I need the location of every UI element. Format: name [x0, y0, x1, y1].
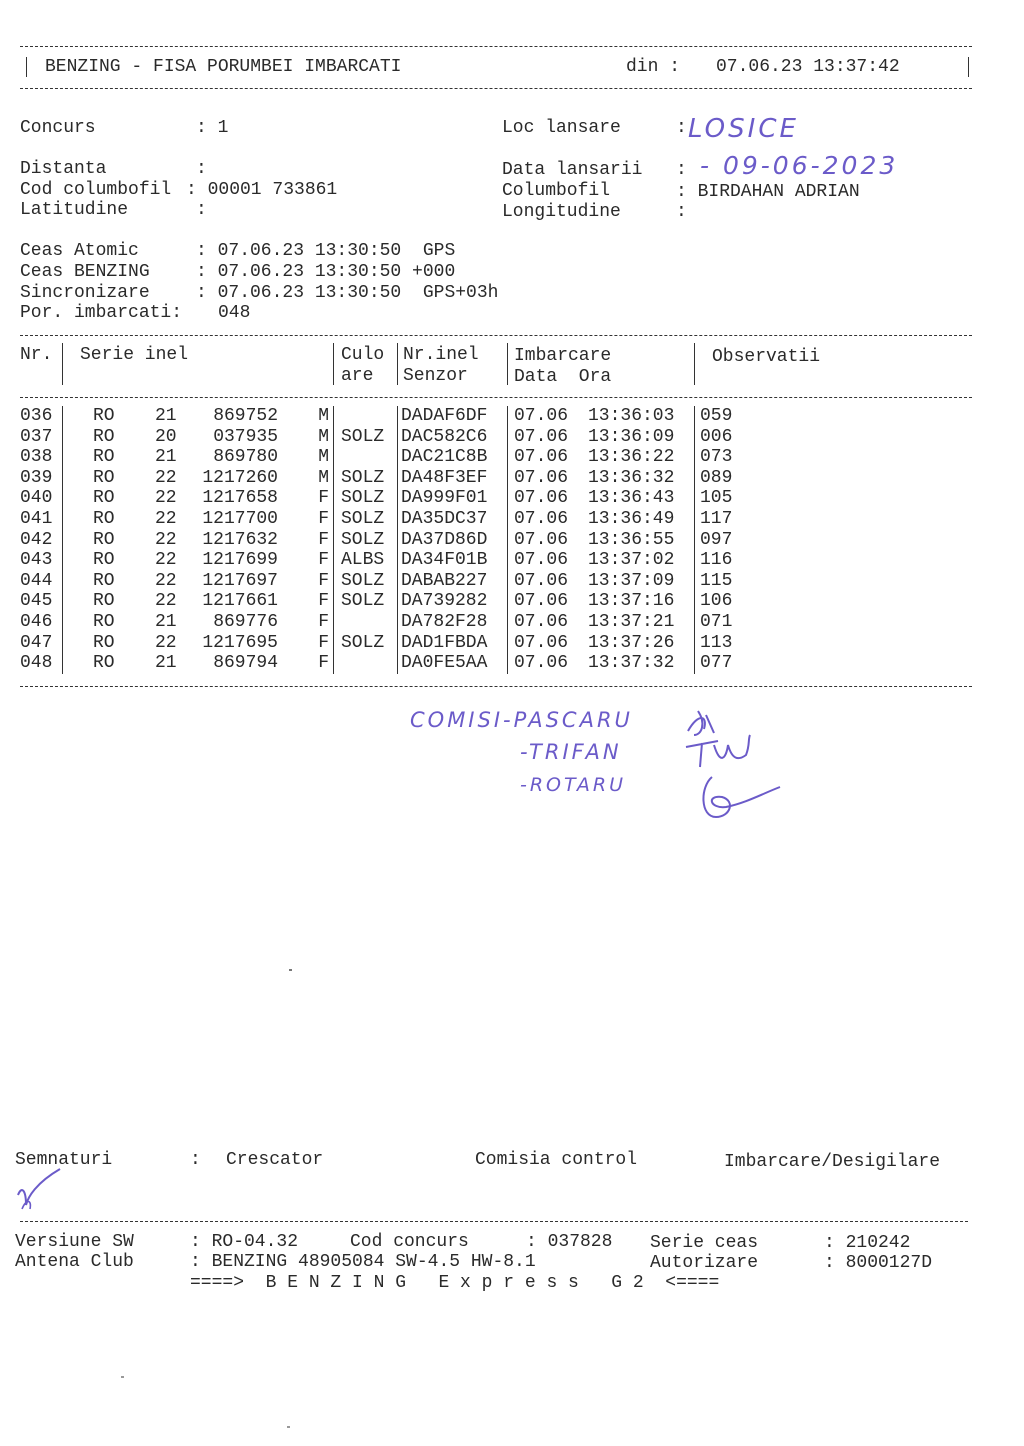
din-label: din :: [626, 57, 681, 77]
cell-nr: 041: [20, 509, 53, 529]
latitudine-value: :: [196, 200, 207, 220]
cell-an: 22: [155, 550, 177, 571]
cell-ora: 13:36:22: [588, 447, 675, 468]
commission-line-1: COMISI-PASCARU: [410, 708, 633, 732]
cell-sex: F: [318, 570, 329, 591]
cell-inel: 1217260: [202, 467, 278, 488]
table-row: [0, 550, 1024, 571]
data-lansarii-label: Data lansarii: [502, 160, 643, 180]
cell-sex: F: [318, 488, 329, 509]
scan-speck: [121, 1376, 124, 1378]
document-title: BENZING - FISA PORUMBEI IMBARCATI: [45, 57, 402, 77]
signature-imbarcare: Imbarcare/Desigilare: [724, 1152, 941, 1172]
header-imbarcare-1: Imbarcare: [514, 346, 612, 366]
cell-data: 07.06: [514, 591, 569, 612]
cell-sex: F: [318, 591, 329, 612]
cell-sex: F: [318, 509, 329, 529]
cell-ora: 13:37:26: [588, 632, 675, 653]
cell-ora: 13:36:09: [588, 426, 675, 447]
cell-senzor: DAD1FBDA: [401, 632, 488, 653]
cell-an: 22: [155, 591, 177, 612]
cell-tara: RO: [93, 612, 115, 632]
cell-obs: 116: [700, 550, 733, 571]
cell-an: 20: [155, 426, 177, 447]
header-nr-inel-1: Nr.inel: [403, 345, 479, 365]
semnaturi-colon: :: [190, 1150, 201, 1170]
header-observatii: Observatii: [712, 347, 821, 367]
cell-obs: 073: [700, 447, 733, 468]
cell-an: 22: [155, 570, 177, 591]
cell-nr: 039: [20, 467, 53, 488]
col-divider-serie: [333, 343, 334, 385]
serie-ceas-value: : 210242: [824, 1233, 911, 1253]
cell-data: 07.06: [514, 447, 569, 468]
cell-nr: 038: [20, 447, 53, 468]
header-bottom-rule: [20, 88, 972, 89]
cell-nr: 036: [20, 406, 53, 426]
table-row: [0, 653, 1024, 674]
cell-tara: RO: [93, 406, 115, 426]
cell-inel: 1217697: [202, 570, 278, 591]
por-imbarcati-value: 048: [218, 303, 251, 323]
table-row: [0, 591, 1024, 612]
col-divider-culoare: [397, 343, 398, 385]
cell-inel: 037935: [213, 426, 278, 447]
commission-line-3: -ROTARU: [520, 774, 626, 796]
distanta-label: Distanta: [20, 159, 107, 179]
semnaturi-label: Semnaturi: [15, 1150, 113, 1170]
cell-culoare: ALBS: [341, 550, 385, 571]
cell-obs: 105: [700, 488, 733, 509]
cell-ora: 13:37:16: [588, 591, 675, 612]
autorizare-label: Autorizare: [650, 1253, 759, 1273]
cell-an: 22: [155, 488, 177, 509]
footer-top-rule: [20, 1221, 968, 1222]
table-row: [0, 488, 1024, 509]
loc-lansare-colon: :: [676, 118, 687, 138]
cell-culoare: SOLZ: [341, 426, 385, 447]
cod-concurs-value: : 037828: [526, 1232, 613, 1252]
cell-senzor: DA0FE5AA: [401, 653, 488, 674]
header-imbarcare-2: Data Ora: [514, 367, 612, 387]
ceas-atomic-value: : 07.06.23 13:30:50 GPS: [196, 241, 456, 261]
cod-columbofil-label: Cod columbofil: [20, 180, 172, 200]
versiune-label: Versiune SW: [15, 1232, 134, 1252]
cell-an: 21: [155, 406, 177, 426]
cell-data: 07.06: [514, 467, 569, 488]
cell-sex: F: [318, 632, 329, 653]
header-serie-inel: Serie inel: [80, 345, 189, 365]
cell-ora: 13:37:09: [588, 570, 675, 591]
cell-an: 21: [155, 612, 177, 632]
cell-nr: 044: [20, 570, 53, 591]
cell-culoare: SOLZ: [341, 467, 385, 488]
cell-inel: 869776: [213, 612, 278, 632]
table-row: [0, 633, 1024, 654]
header-left-bar: [26, 57, 27, 77]
columbofil-label: Columbofil: [502, 181, 611, 201]
cell-senzor: DABAB227: [401, 570, 488, 591]
crescator-signature-image: [14, 1165, 74, 1215]
cell-inel: 1217700: [202, 509, 278, 529]
cell-ora: 13:37:21: [588, 612, 675, 632]
cell-sex: F: [318, 550, 329, 571]
cell-obs: 071: [700, 612, 733, 632]
cell-inel: 869780: [213, 447, 278, 468]
versiune-value: : RO-04.32: [190, 1232, 299, 1252]
cell-nr: 048: [20, 653, 53, 674]
data-lansarii-colon: :: [676, 160, 687, 180]
cell-tara: RO: [93, 570, 115, 591]
cell-data: 07.06: [514, 406, 569, 426]
cod-concurs-label: Cod concurs: [350, 1232, 469, 1252]
table-bottom-rule: [20, 686, 972, 687]
cell-obs: 059: [700, 406, 733, 426]
cell-obs: 097: [700, 529, 733, 550]
serie-ceas-label: Serie ceas: [650, 1233, 759, 1253]
antena-value: : BENZING 48905084 SW-4.5 HW-8.1: [190, 1252, 536, 1272]
cell-inel: 1217632: [202, 529, 278, 550]
commission-line-2: -TRIFAN: [520, 740, 622, 764]
cell-data: 07.06: [514, 426, 569, 447]
header-culoare-1: Culo: [341, 345, 385, 365]
table-body: [0, 406, 1024, 676]
cell-data: 07.06: [514, 509, 569, 529]
cell-senzor: DAC21C8B: [401, 447, 488, 468]
cell-culoare: SOLZ: [341, 570, 385, 591]
col-divider-senzor: [507, 343, 508, 385]
col-divider-nr: [62, 343, 63, 385]
cell-an: 22: [155, 529, 177, 550]
body-divider-nr: [62, 406, 63, 674]
cell-culoare: SOLZ: [341, 529, 385, 550]
cell-inel: 869794: [213, 653, 278, 674]
table-row: [0, 468, 1024, 489]
signature-crescator: Crescator: [226, 1150, 324, 1170]
col-divider-imbarcare: [694, 343, 695, 385]
cell-ora: 13:36:49: [588, 509, 675, 529]
cell-sex: M: [318, 406, 329, 426]
cell-nr: 047: [20, 632, 53, 653]
latitudine-label: Latitudine: [20, 200, 129, 220]
cell-sex: F: [318, 653, 329, 674]
ceas-benzing-value: : 07.06.23 13:30:50 +000: [196, 262, 456, 282]
cell-data: 07.06: [514, 550, 569, 571]
ceas-benzing-label: Ceas BENZING: [20, 262, 150, 282]
concurs-value: : 1: [196, 118, 229, 138]
cell-ora: 13:36:55: [588, 529, 675, 550]
cell-inel: 1217695: [202, 632, 278, 653]
cell-an: 22: [155, 509, 177, 529]
cell-tara: RO: [93, 529, 115, 550]
header-nr-inel-2: Senzor: [403, 366, 468, 386]
cell-obs: 006: [700, 426, 733, 447]
cell-culoare: SOLZ: [341, 632, 385, 653]
cell-senzor: DA782F28: [401, 612, 488, 632]
cell-inel: 1217658: [202, 488, 278, 509]
cell-senzor: DA35DC37: [401, 509, 488, 529]
header-culoare-2: are: [341, 366, 374, 386]
table-top-rule: [20, 335, 972, 336]
cell-ora: 13:37:02: [588, 550, 675, 571]
table-row: [0, 509, 1024, 530]
cell-tara: RO: [93, 488, 115, 509]
cell-obs: 113: [700, 632, 733, 653]
cell-data: 07.06: [514, 632, 569, 653]
cell-tara: RO: [93, 550, 115, 571]
cell-nr: 045: [20, 591, 53, 612]
cell-data: 07.06: [514, 653, 569, 674]
columbofil-value: : BIRDAHAN ADRIAN: [676, 182, 860, 202]
cell-obs: 106: [700, 591, 733, 612]
concurs-label: Concurs: [20, 118, 96, 138]
header-right-bar: [968, 57, 969, 77]
table-row: [0, 571, 1024, 592]
cell-an: 22: [155, 632, 177, 653]
cell-nr: 037: [20, 426, 53, 447]
body-divider-imbarcare: [694, 406, 695, 674]
cell-nr: 040: [20, 488, 53, 509]
cell-inel: 1217699: [202, 550, 278, 571]
cell-an: 22: [155, 467, 177, 488]
table-row: [0, 447, 1024, 468]
cell-obs: 089: [700, 467, 733, 488]
cell-obs: 117: [700, 509, 733, 529]
scan-speck: [289, 969, 292, 971]
cell-ora: 13:36:03: [588, 406, 675, 426]
cell-senzor: DA999F01: [401, 488, 488, 509]
table-row: [0, 612, 1024, 633]
cell-obs: 115: [700, 570, 733, 591]
header-nr: Nr.: [20, 345, 53, 365]
cell-senzor: DAC582C6: [401, 426, 488, 447]
cell-senzor: DADAF6DF: [401, 406, 488, 426]
cell-senzor: DA48F3EF: [401, 467, 488, 488]
sincronizare-label: Sincronizare: [20, 283, 150, 303]
longitudine-value: :: [676, 202, 687, 222]
cell-an: 21: [155, 447, 177, 468]
table-row: [0, 427, 1024, 448]
cell-data: 07.06: [514, 570, 569, 591]
body-divider-serie: [333, 406, 334, 674]
cell-sex: M: [318, 426, 329, 447]
din-value: 07.06.23 13:37:42: [716, 57, 900, 77]
por-imbarcati-label: Por. imbarcati:: [20, 303, 183, 323]
cell-nr: 042: [20, 529, 53, 550]
loc-lansare-handwritten: LOSICE: [688, 114, 799, 144]
sincronizare-value: : 07.06.23 13:30:50 GPS+03h: [196, 283, 499, 303]
body-divider-culoare: [397, 406, 398, 674]
autorizare-value: : 8000127D: [824, 1253, 933, 1273]
table-row: [0, 530, 1024, 551]
cell-tara: RO: [93, 653, 115, 674]
cell-obs: 077: [700, 653, 733, 674]
cell-ora: 13:36:32: [588, 467, 675, 488]
cell-culoare: SOLZ: [341, 509, 385, 529]
benzing-banner: ====> B E N Z I N G E x p r e s s G 2 <====: [190, 1273, 720, 1293]
cell-tara: RO: [93, 426, 115, 447]
cell-ora: 13:37:32: [588, 653, 675, 674]
table-row: [0, 406, 1024, 427]
cell-sex: F: [318, 612, 329, 632]
cell-senzor: DA34F01B: [401, 550, 488, 571]
cell-sex: F: [318, 529, 329, 550]
cell-tara: RO: [93, 591, 115, 612]
table-header-rule: [20, 397, 972, 398]
cell-an: 21: [155, 653, 177, 674]
cell-tara: RO: [93, 632, 115, 653]
data-lansarii-handwritten: - 09-06-2023: [700, 151, 899, 180]
longitudine-label: Longitudine: [502, 202, 621, 222]
loc-lansare-label: Loc lansare: [502, 118, 621, 138]
commission-signatures-image: [676, 705, 796, 825]
cell-tara: RO: [93, 447, 115, 468]
scan-speck: [287, 1426, 290, 1428]
cell-senzor: DA37D86D: [401, 529, 488, 550]
cell-nr: 046: [20, 612, 53, 632]
cell-data: 07.06: [514, 612, 569, 632]
cell-tara: RO: [93, 509, 115, 529]
cell-sex: M: [318, 447, 329, 468]
cell-inel: 1217661: [202, 591, 278, 612]
header-top-rule: [20, 46, 972, 47]
cell-data: 07.06: [514, 529, 569, 550]
signature-comisia: Comisia control: [475, 1150, 638, 1170]
cell-culoare: SOLZ: [341, 591, 385, 612]
antena-label: Antena Club: [15, 1252, 134, 1272]
cell-tara: RO: [93, 467, 115, 488]
body-divider-senzor: [507, 406, 508, 674]
cell-nr: 043: [20, 550, 53, 571]
ceas-atomic-label: Ceas Atomic: [20, 241, 139, 261]
cod-columbofil-value: : 00001 733861: [186, 180, 338, 200]
cell-inel: 869752: [213, 406, 278, 426]
cell-senzor: DA739282: [401, 591, 488, 612]
cell-sex: M: [318, 467, 329, 488]
distanta-value: :: [196, 159, 207, 179]
cell-culoare: SOLZ: [341, 488, 385, 509]
cell-ora: 13:36:43: [588, 488, 675, 509]
cell-data: 07.06: [514, 488, 569, 509]
